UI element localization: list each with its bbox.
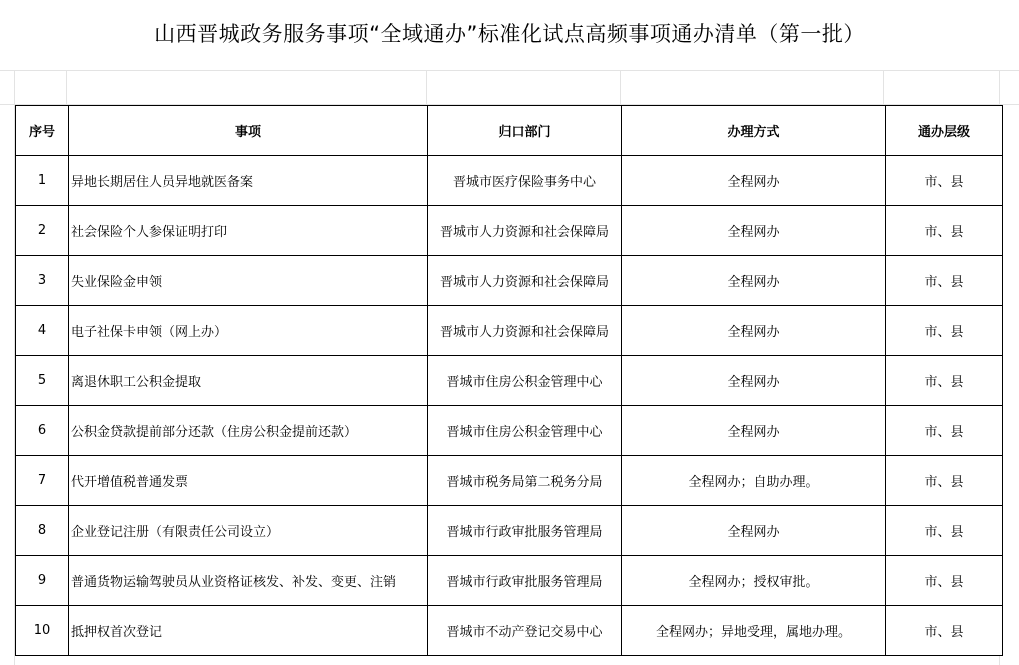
- table-row: [16, 606, 1003, 656]
- cell-dept[interactable]: 晋城市住房公积金管理中心: [428, 406, 622, 456]
- cell-no[interactable]: 10: [16, 606, 69, 656]
- cell-no[interactable]: 3: [16, 256, 69, 306]
- cell-level[interactable]: 市、县: [886, 556, 1003, 606]
- cell-no[interactable]: 4: [16, 306, 69, 356]
- table-row: [16, 406, 1003, 456]
- cell-dept[interactable]: 晋城市不动产登记交易中心: [428, 606, 622, 656]
- cell-mode[interactable]: 全程网办；自助办理。: [622, 456, 886, 506]
- cell-mode[interactable]: 全程网办: [622, 206, 886, 256]
- cell-dept[interactable]: 晋城市人力资源和社会保障局: [428, 306, 622, 356]
- cell-mode[interactable]: 全程网办: [622, 406, 886, 456]
- cell-dept[interactable]: 晋城市人力资源和社会保障局: [428, 256, 622, 306]
- cell-item[interactable]: 抵押权首次登记: [69, 606, 428, 656]
- cell-item[interactable]: 企业登记注册（有限责任公司设立）: [69, 506, 428, 556]
- cell-dept[interactable]: 晋城市税务局第二税务分局: [428, 456, 622, 506]
- cell-mode[interactable]: 全程网办: [622, 156, 886, 206]
- header-dept[interactable]: 归口部门: [428, 106, 622, 156]
- cell-item[interactable]: 普通货物运输驾驶员从业资格证核发、补发、变更、注销: [69, 556, 428, 606]
- cell-dept[interactable]: 晋城市住房公积金管理中心: [428, 356, 622, 406]
- table-row: [16, 206, 1003, 256]
- table-row: [16, 306, 1003, 356]
- cell-level[interactable]: 市、县: [886, 256, 1003, 306]
- cell-dept[interactable]: 晋城市行政审批服务管理局: [428, 556, 622, 606]
- cell-level[interactable]: 市、县: [886, 506, 1003, 556]
- cell-level[interactable]: 市、县: [886, 356, 1003, 406]
- table-row: [16, 556, 1003, 606]
- cell-no[interactable]: 9: [16, 556, 69, 606]
- cell-level[interactable]: 市、县: [886, 456, 1003, 506]
- cell-mode[interactable]: 全程网办: [622, 306, 886, 356]
- cell-no[interactable]: 1: [16, 156, 69, 206]
- cell-dept[interactable]: 晋城市行政审批服务管理局: [428, 506, 622, 556]
- cell-level[interactable]: 市、县: [886, 406, 1003, 456]
- cell-item[interactable]: 社会保险个人参保证明打印: [69, 206, 428, 256]
- table-row: [16, 156, 1003, 206]
- cell-mode[interactable]: 全程网办: [622, 256, 886, 306]
- page-title: 山西晋城政务服务事项“全域通办”标准化试点高频事项通办清单（第一批）: [154, 22, 865, 46]
- service-list-table: [15, 105, 1003, 656]
- cell-item[interactable]: 电子社保卡申领（网上办）: [69, 306, 428, 356]
- cell-mode[interactable]: 全程网办；异地受理，属地办理。: [622, 606, 886, 656]
- cell-mode[interactable]: 全程网办；授权审批。: [622, 556, 886, 606]
- cell-no[interactable]: 2: [16, 206, 69, 256]
- table-row: [16, 506, 1003, 556]
- cell-item[interactable]: 代开增值税普通发票: [69, 456, 428, 506]
- table-row: [16, 456, 1003, 506]
- header-mode[interactable]: 办理方式: [622, 106, 886, 156]
- cell-level[interactable]: 市、县: [886, 606, 1003, 656]
- cell-item[interactable]: 异地长期居住人员异地就医备案: [69, 156, 428, 206]
- header-item[interactable]: 事项: [69, 106, 428, 156]
- cell-level[interactable]: 市、县: [886, 306, 1003, 356]
- cell-dept[interactable]: 晋城市人力资源和社会保障局: [428, 206, 622, 256]
- cell-item[interactable]: 离退休职工公积金提取: [69, 356, 428, 406]
- cell-no[interactable]: 7: [16, 456, 69, 506]
- table-row: [16, 356, 1003, 406]
- cell-mode[interactable]: 全程网办: [622, 356, 886, 406]
- table-header-row: [16, 106, 1003, 156]
- cell-mode[interactable]: 全程网办: [622, 506, 886, 556]
- cell-dept[interactable]: 晋城市医疗保险事务中心: [428, 156, 622, 206]
- cell-no[interactable]: 5: [16, 356, 69, 406]
- table-row: [16, 256, 1003, 306]
- header-level[interactable]: 通办层级: [886, 106, 1003, 156]
- cell-no[interactable]: 8: [16, 506, 69, 556]
- cell-no[interactable]: 6: [16, 406, 69, 456]
- cell-item[interactable]: 失业保险金申领: [69, 256, 428, 306]
- cell-item[interactable]: 公积金贷款提前部分还款（住房公积金提前还款）: [69, 406, 428, 456]
- cell-level[interactable]: 市、县: [886, 206, 1003, 256]
- cell-level[interactable]: 市、县: [886, 156, 1003, 206]
- header-no[interactable]: 序号: [16, 106, 69, 156]
